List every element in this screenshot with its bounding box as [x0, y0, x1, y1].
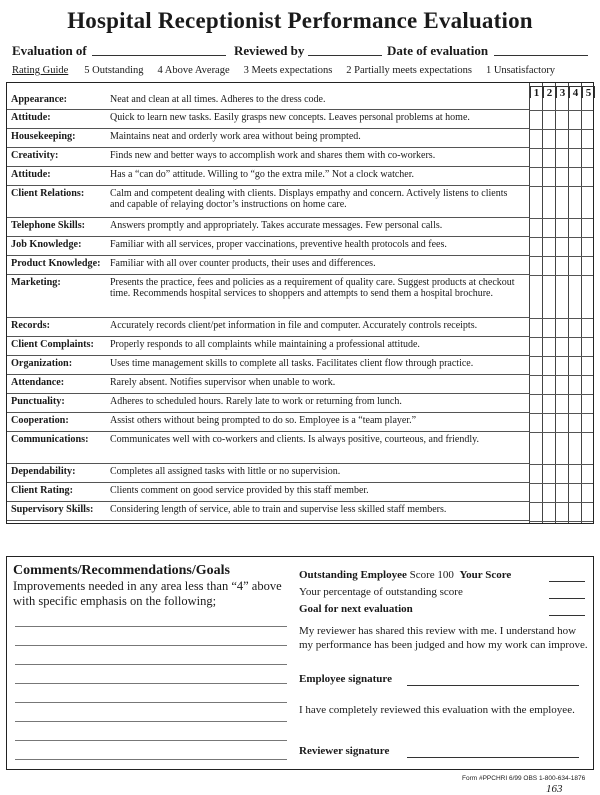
- criteria-description: Calm and competent dealing with clients. Displays empathy and concern. Actively listens to clients and capable of relaying doctor’s instructions on home care.: [110, 188, 508, 210]
- criteria-category: Creativity:: [11, 150, 59, 161]
- score-cells-row[interactable]: [529, 483, 593, 503]
- criteria-row: [7, 356, 529, 375]
- score-cells-row[interactable]: [529, 275, 593, 319]
- criteria-category: Records:: [11, 320, 51, 331]
- score-cells-row[interactable]: [529, 237, 593, 257]
- criteria-category: Organization:: [11, 358, 73, 369]
- evaluation-of-label: Evaluation of: [12, 43, 87, 58]
- rating-1: 1 Unsatisfactory: [485, 65, 556, 76]
- reviewed-by-label: Reviewed by: [234, 43, 305, 58]
- score-cells-row[interactable]: [529, 337, 593, 357]
- score-cells-row[interactable]: [529, 110, 593, 130]
- criteria-description: Communicates well with co-workers and clients. Is always positive, courteous, and friendly.: [110, 434, 479, 445]
- score-column-3: 3: [556, 86, 569, 98]
- criteria-category: Housekeeping:: [11, 131, 76, 142]
- criteria-category: Client Rating:: [11, 485, 73, 496]
- rating-4: 4 Above Average: [157, 65, 230, 76]
- criteria-row: [7, 129, 529, 148]
- criteria-row: [7, 275, 529, 318]
- reviewer-signature-label: Reviewer signature: [299, 745, 390, 757]
- criteria-description: Properly responds to all complaints while maintaining a professional attitude.: [110, 339, 420, 350]
- rating-5: 5 Outstanding: [84, 65, 144, 76]
- criteria-row: [7, 110, 529, 129]
- criteria-category: Cooperation:: [11, 415, 69, 426]
- criteria-description: Quick to learn new tasks. Easily grasps new concepts. Leaves personal problems at home.: [110, 112, 470, 123]
- criteria-description: Uses time management skills to complete all tasks. Facilitates client flow through practice.: [110, 358, 474, 369]
- criteria-category: Client Complaints:: [11, 339, 94, 350]
- criteria-description: Familiar with all services, proper vaccinations, preventive health protocols and fees.: [110, 239, 447, 250]
- comment-line[interactable]: [15, 702, 287, 703]
- score-cells-row[interactable]: [529, 432, 593, 465]
- criteria-category: Dependability:: [11, 466, 76, 477]
- score-cells-row[interactable]: [529, 129, 593, 149]
- criteria-category: Communications:: [11, 434, 89, 445]
- employee-signature-label: Employee signature: [299, 673, 392, 685]
- comments-prompt: Improvements needed in any area less than “4” above with specific emphasis on the following;: [13, 579, 282, 608]
- criteria-row: [7, 413, 529, 432]
- goal-label: Goal for next evaluation: [299, 603, 413, 615]
- criteria-row: [7, 237, 529, 256]
- criteria-row: [7, 337, 529, 356]
- criteria-description: Presents the practice, fees and policies as a requirement of quality care. Suggest products at checkout time. Recommends hospital services to shoppers and attempts to send them a hospital brochure.: [110, 277, 515, 299]
- criteria-row: [7, 148, 529, 167]
- page-mark: 163: [546, 783, 563, 795]
- criteria-row: [7, 318, 529, 337]
- criteria-category: Attitude:: [11, 169, 51, 180]
- rating-3: 3 Meets expectations: [243, 65, 333, 76]
- reviewer-statement: I have completely reviewed this evaluation with the employee.: [299, 704, 575, 716]
- criteria-description: Rarely absent. Notifies supervisor when unable to work.: [110, 377, 336, 388]
- outstanding-employee-label: Outstanding Employee: [299, 569, 407, 581]
- criteria-row: [7, 167, 529, 186]
- reviewer-signature-field[interactable]: [407, 757, 579, 758]
- criteria-category: Punctuality:: [11, 396, 65, 407]
- evaluation-of-field[interactable]: [92, 55, 226, 56]
- rating-guide: [12, 65, 592, 76]
- criteria-category: Attendance:: [11, 377, 65, 388]
- comments-heading: Comments/Recommendations/Goals: [13, 563, 230, 578]
- score-cells-row[interactable]: [529, 218, 593, 238]
- score-cells-row[interactable]: [529, 318, 593, 338]
- criteria-category: Client Relations:: [11, 188, 85, 199]
- criteria-category: Appearance:: [11, 94, 68, 105]
- criteria-description: Familiar with all over counter products, their uses and differences.: [110, 258, 376, 269]
- goal-field[interactable]: [549, 615, 585, 616]
- criteria-description: Has a “can do” attitude. Willing to “go the extra mile.” Not a clock watcher.: [110, 169, 415, 180]
- score-cells-row[interactable]: [529, 148, 593, 168]
- score-cells-row[interactable]: [529, 356, 593, 376]
- criteria-row: [7, 92, 529, 110]
- criteria-description: Neat and clean at all times. Adheres to the dress code.: [110, 94, 326, 105]
- comment-line[interactable]: [15, 740, 287, 741]
- score-cells-row[interactable]: [529, 502, 593, 522]
- score-column-5: 5: [582, 86, 595, 98]
- criteria-row: [7, 375, 529, 394]
- percentage-label: Your percentage of outstanding score: [299, 586, 463, 598]
- evaluation-table: [6, 82, 594, 524]
- criteria-row: [7, 464, 529, 483]
- comment-line[interactable]: [15, 683, 287, 684]
- criteria-description: Answers promptly and appropriately. Takes accurate messages. Few personal calls.: [110, 220, 443, 231]
- employee-statement: My reviewer has shared this review with me. I understand how my performance has been judged and how my work can improve.: [299, 625, 588, 651]
- criteria-category: Telephone Skills:: [11, 220, 86, 231]
- score-cells-row[interactable]: [529, 394, 593, 414]
- score-cells-row[interactable]: [529, 375, 593, 395]
- criteria-row: [7, 218, 529, 237]
- score-text: Score 100: [409, 569, 454, 581]
- your-score-field[interactable]: [549, 581, 585, 582]
- rating-2: 2 Partially meets expectations: [346, 65, 472, 76]
- rating-guide-title: Rating Guide: [12, 65, 69, 76]
- criteria-description: Accurately records client/pet information in file and computer. Accurately controls receipts.: [110, 320, 478, 331]
- criteria-description: Clients comment on good service provided by this staff member.: [110, 485, 369, 496]
- criteria-category: Supervisory Skills:: [11, 504, 94, 515]
- criteria-category: Job Knowledge:: [11, 239, 82, 250]
- comments-section: [6, 556, 594, 770]
- criteria-description: Considering length of service, able to train and supervise less skilled staff members.: [110, 504, 447, 515]
- score-cells-row[interactable]: [529, 167, 593, 187]
- criteria-row: [7, 432, 529, 464]
- form-footer: Form #PPCHRI 6/99 OBS 1-800-634-1876: [462, 775, 586, 782]
- criteria-row: [7, 394, 529, 413]
- comment-line[interactable]: [15, 645, 287, 646]
- criteria-row: [7, 502, 529, 521]
- date-of-evaluation-label: Date of evaluation: [387, 43, 489, 58]
- score-cells-row[interactable]: [529, 256, 593, 276]
- reviewed-by-field[interactable]: [308, 55, 382, 56]
- score-cells-row[interactable]: [529, 186, 593, 219]
- comment-line[interactable]: [15, 664, 287, 665]
- comment-line[interactable]: [15, 759, 287, 760]
- your-score-label: Your Score: [459, 569, 512, 581]
- percentage-field[interactable]: [549, 598, 585, 599]
- score-column-4: 4: [569, 86, 582, 98]
- criteria-category: Marketing:: [11, 277, 61, 288]
- criteria-description: Completes all assigned tasks with little or no supervision.: [110, 466, 341, 477]
- criteria-row: [7, 483, 529, 502]
- criteria-description: Maintains neat and orderly work area without being prompted.: [110, 131, 361, 142]
- score-column-2: 2: [543, 86, 556, 98]
- criteria-description: Adheres to scheduled hours. Rarely late to work or returning from lunch.: [110, 396, 402, 407]
- employee-signature-field[interactable]: [407, 685, 579, 686]
- criteria-description: Finds new and better ways to accomplish work and shares them with co-workers.: [110, 150, 436, 161]
- outstanding-score-line: [299, 569, 511, 581]
- score-cells-row[interactable]: [529, 464, 593, 484]
- score-cells-row[interactable]: [529, 92, 593, 111]
- comment-line[interactable]: [15, 721, 287, 722]
- criteria-row: [7, 256, 529, 275]
- criteria-row: [7, 186, 529, 218]
- criteria-description: Assist others without being prompted to do so. Employee is a “team player.”: [110, 415, 417, 426]
- criteria-category: Product Knowledge:: [11, 258, 101, 269]
- date-of-evaluation-field[interactable]: [494, 55, 588, 56]
- criteria-category: Attitude:: [11, 112, 51, 123]
- score-cells-row[interactable]: [529, 413, 593, 433]
- form-title: Hospital Receptionist Performance Evaluation: [67, 8, 533, 33]
- score-column-1: 1: [530, 86, 543, 98]
- comment-line[interactable]: [15, 626, 287, 627]
